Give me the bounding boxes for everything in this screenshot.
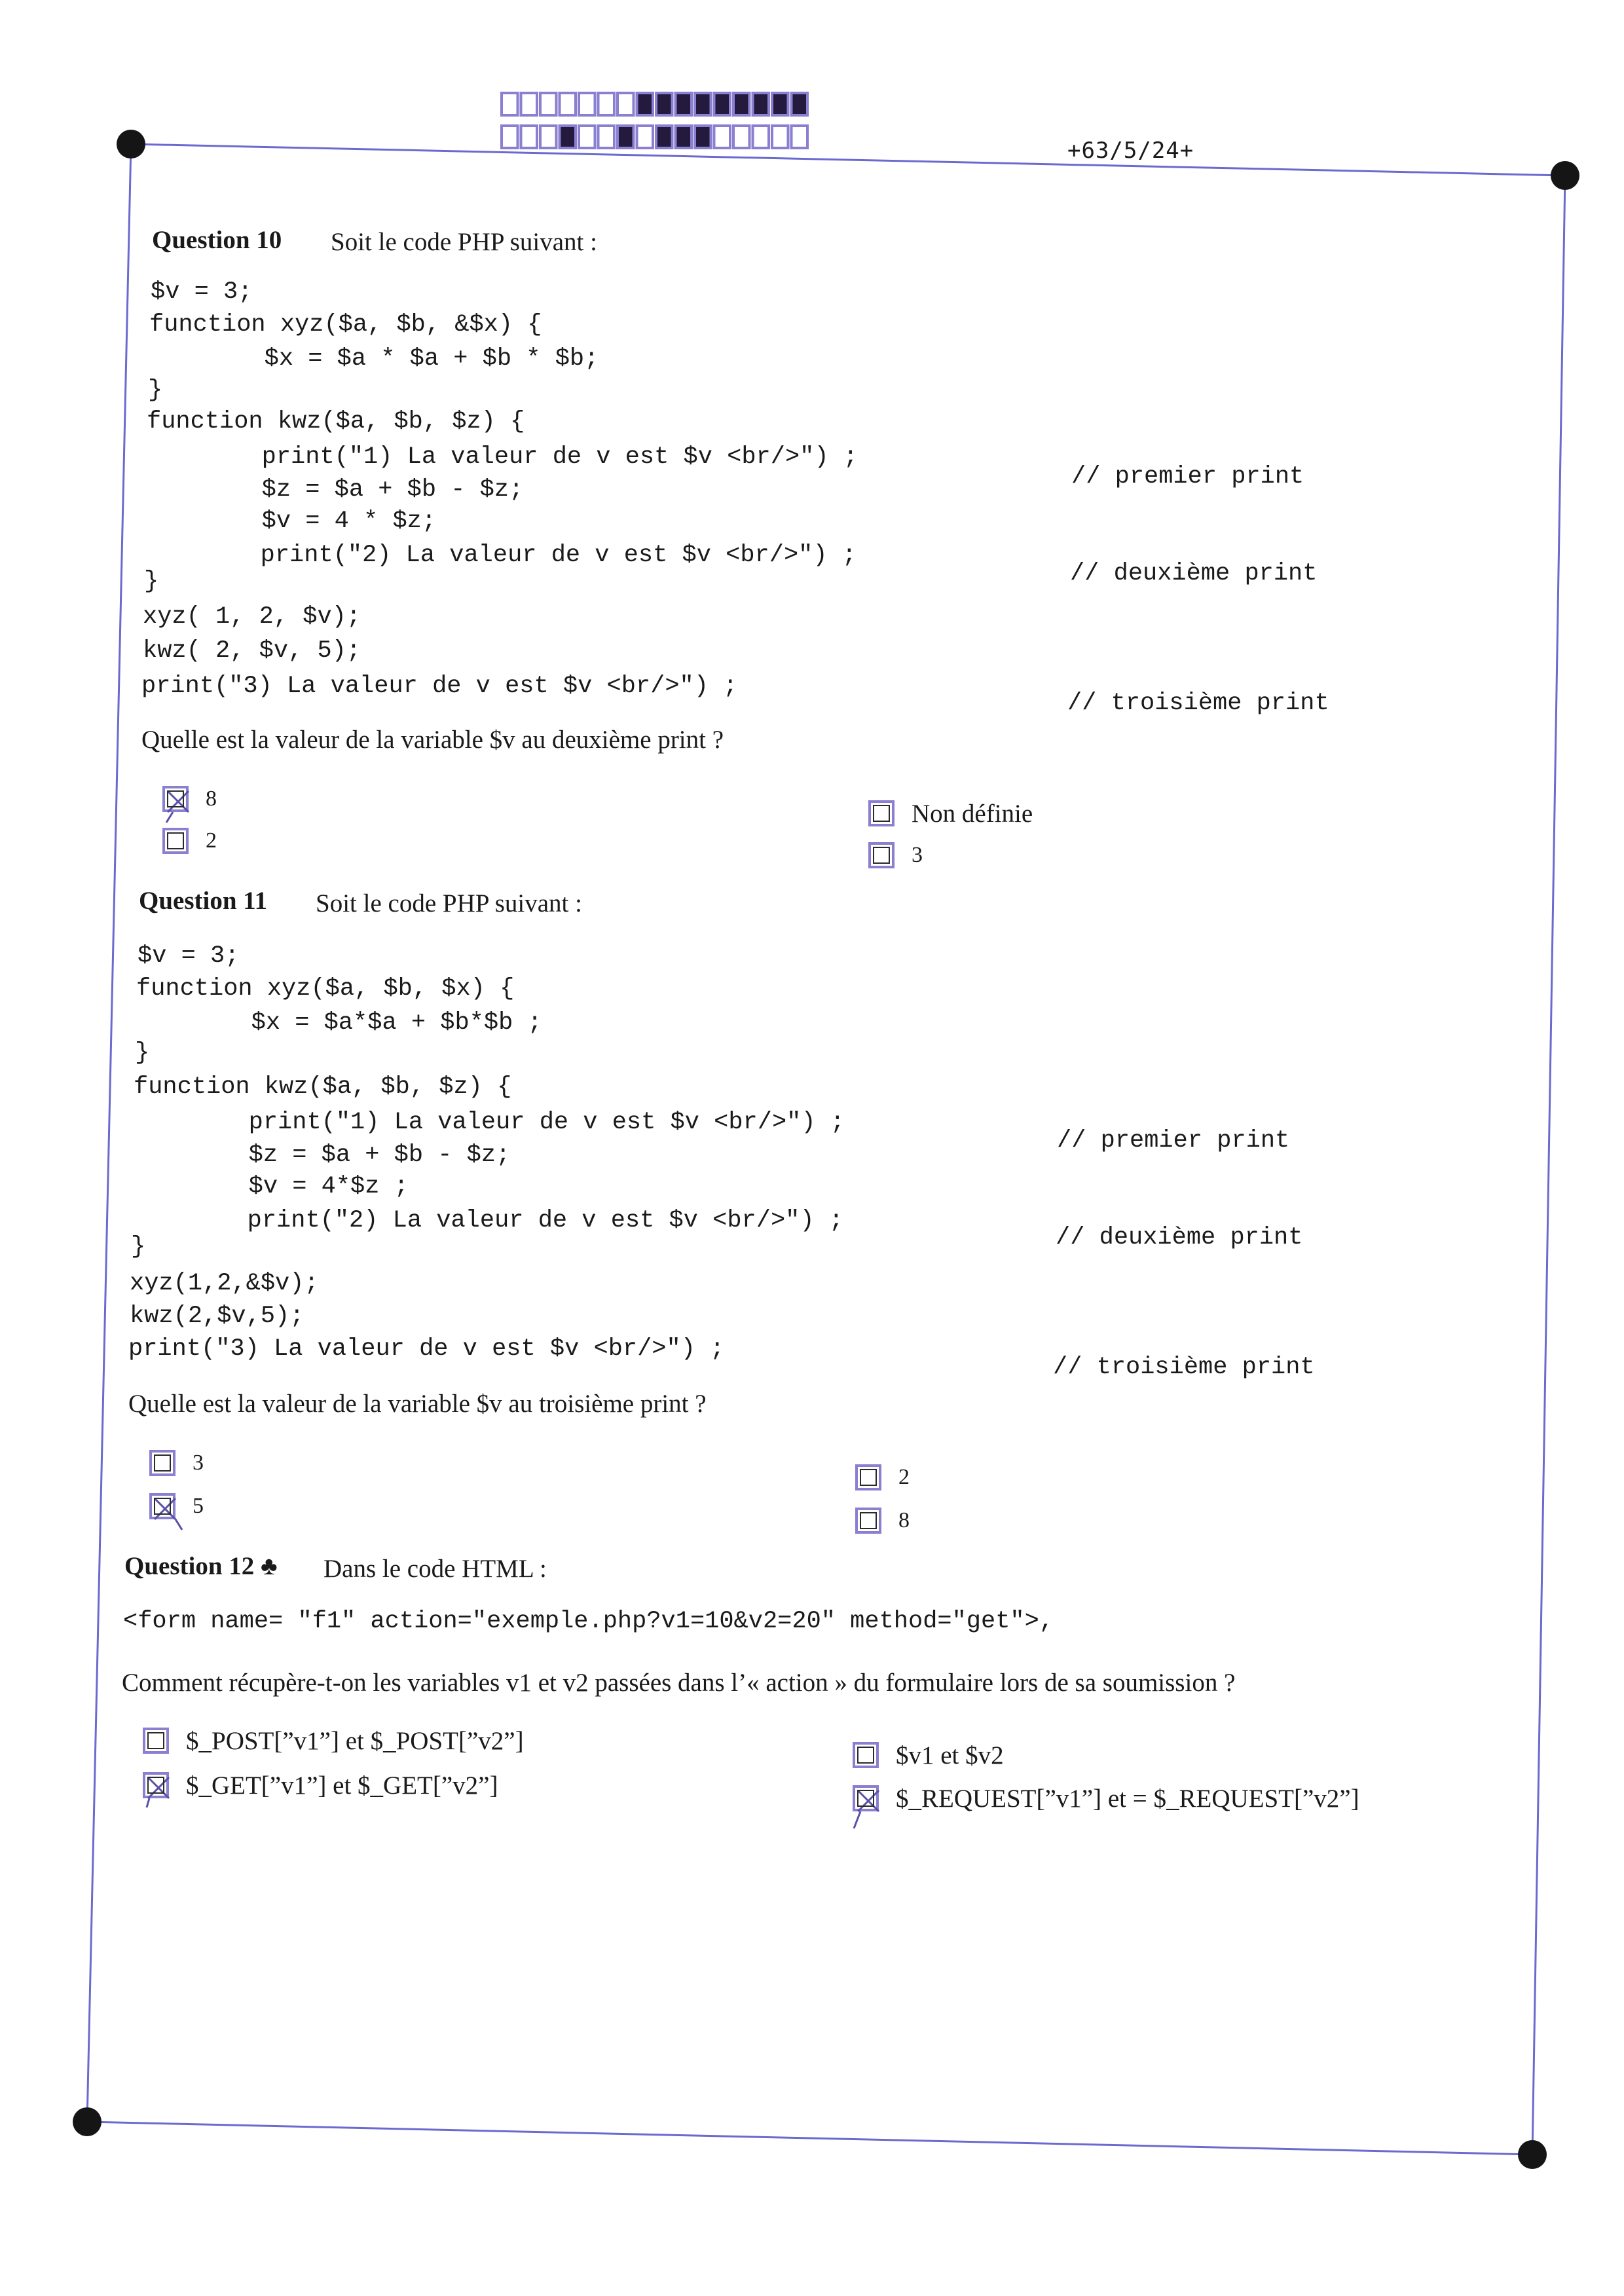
q12-code-line: <form name= "f1" action="exemple.php?v1=10&v2=20" method="get">, [123, 1608, 1054, 1635]
barcode-cell [540, 126, 557, 148]
checkbox[interactable] [855, 1508, 881, 1534]
barcode-cell [676, 126, 692, 148]
barcode-cell [695, 93, 711, 115]
q11-code-line: print("1) La valeur de v est $v <br/>") ; [132, 1109, 845, 1136]
barcode-cell [521, 93, 538, 115]
barcode-cell [772, 93, 788, 115]
q10-code-line: } [144, 568, 159, 595]
q12-option[interactable] [853, 1742, 1004, 1768]
q10-comment-second: // deuxième print [1070, 560, 1318, 587]
barcode-cell [618, 126, 634, 148]
option-label: 3 [912, 843, 923, 867]
cross-mark-icon [161, 785, 195, 825]
checkbox[interactable] [143, 1728, 169, 1754]
option-label: 8 [898, 1508, 910, 1532]
barcode-cell [656, 93, 673, 115]
q10-code-line: $v = 4 * $z; [145, 508, 437, 535]
q11-option[interactable] [149, 1493, 204, 1519]
q10-intro: Soit le code PHP suivant : [331, 228, 597, 256]
q10-code-line: print("1) La valeur de v est $v <br/>") ; [145, 443, 858, 471]
q11-option[interactable] [855, 1464, 910, 1491]
barcode-cell [792, 126, 808, 148]
corner-mark-top-left [117, 130, 145, 158]
q11-comment-second: // deuxième print [1056, 1224, 1303, 1251]
q10-code-line: xyz( 1, 2, $v); [143, 603, 361, 631]
option-label: 2 [206, 828, 217, 853]
barcode-cell [714, 126, 731, 148]
q10-code-line: } [148, 377, 163, 404]
barcode-cell [540, 93, 557, 115]
q11-code-line: } [131, 1233, 146, 1261]
q11-title: Question 11 [139, 887, 268, 915]
q11-code-line: function xyz($a, $b, $x) { [136, 975, 515, 1003]
q10-title: Question 10 [152, 226, 282, 254]
q10-prompt: Quelle est la valeur de la variable $v au deuxième print ? [141, 726, 724, 754]
q11-code-line: $z = $a + $b - $z; [132, 1141, 511, 1169]
q11-code-line: $v = 3; [138, 942, 240, 970]
barcode-cell [521, 126, 538, 148]
barcode-cell [502, 93, 518, 115]
barcode-cell [772, 126, 788, 148]
option-label: $_REQUEST[”v1”] et = $_REQUEST[”v2”] [896, 1784, 1359, 1813]
q10-code-line: function xyz($a, $b, &$x) { [149, 311, 542, 339]
checkbox[interactable] [162, 828, 189, 854]
q10-code-line: print("2) La valeur de v est $v <br/>") ; [144, 542, 857, 569]
barcode-cell [579, 126, 595, 148]
barcode-cell [560, 126, 576, 148]
q10-option[interactable] [868, 800, 1033, 826]
q11-option[interactable] [855, 1508, 910, 1534]
barcode-cell [792, 93, 808, 115]
checkbox-checked[interactable] [162, 786, 189, 812]
q10-code-line: print("3) La valeur de v est $v <br/>") ; [141, 673, 738, 700]
barcode-cell [618, 93, 634, 115]
barcode-cell [656, 126, 673, 148]
barcode-cell [599, 93, 615, 115]
barcode-cell [695, 126, 711, 148]
q11-code-line: $v = 4*$z ; [132, 1173, 409, 1200]
q11-code-line: kwz(2,$v,5); [130, 1303, 304, 1330]
option-label: 5 [193, 1494, 204, 1518]
barcode-cell [579, 93, 595, 115]
option-label: Non définie [912, 799, 1033, 828]
barcode-cell [733, 126, 750, 148]
barcode-cell [599, 126, 615, 148]
q10-code-line: $v = 3; [151, 278, 253, 306]
barcode-cell [676, 93, 692, 115]
q10-option[interactable] [162, 828, 217, 854]
checkbox[interactable] [855, 1464, 881, 1491]
barcode-cell [753, 93, 769, 115]
barcode-cell [733, 93, 750, 115]
q10-code-line: kwz( 2, $v, 5); [143, 637, 361, 665]
q12-option[interactable] [143, 1728, 524, 1754]
q10-code-line: $z = $a + $b - $z; [145, 476, 524, 504]
barcode-cell [637, 93, 654, 115]
q11-intro: Soit le code PHP suivant : [316, 889, 582, 917]
option-label: $_GET[”v1”] et $_GET[”v2”] [186, 1771, 498, 1800]
barcode-cell [502, 126, 518, 148]
q10-code-line: $x = $a * $a + $b * $b; [148, 345, 599, 373]
q11-prompt: Quelle est la valeur de la variable $v au troisième print ? [128, 1390, 707, 1418]
checkbox[interactable] [868, 842, 895, 868]
q11-code-line: print("2) La valeur de v est $v <br/>") ; [131, 1207, 843, 1234]
checkbox[interactable] [868, 800, 895, 826]
sheet-code: +63/5/24+ [1067, 138, 1194, 164]
corner-mark-bottom-right [1518, 2140, 1547, 2169]
checkbox[interactable] [149, 1450, 175, 1476]
barcode-cell [753, 126, 769, 148]
option-label: 8 [206, 787, 217, 811]
cross-mark-icon [148, 1492, 189, 1532]
q10-option[interactable] [868, 842, 923, 868]
checkbox[interactable] [853, 1742, 879, 1768]
checkbox-checked[interactable] [149, 1493, 175, 1519]
option-label: 3 [193, 1451, 204, 1475]
barcode-cell [560, 93, 576, 115]
q11-code-line: xyz(1,2,&$v); [130, 1270, 319, 1297]
q12-intro: Dans le code HTML : [323, 1555, 547, 1583]
q10-comment-third: // troisième print [1067, 690, 1329, 717]
q11-code-line: } [135, 1039, 150, 1067]
barcode-cell [714, 93, 731, 115]
q12-option[interactable] [853, 1785, 1359, 1811]
q11-option[interactable] [149, 1450, 204, 1476]
q11-code-line: $x = $a*$a + $b*$b ; [135, 1009, 542, 1037]
q12-option[interactable] [143, 1772, 498, 1798]
corner-mark-bottom-left [73, 2107, 101, 2136]
option-label: $v1 et $v2 [896, 1741, 1004, 1769]
q11-code-line: function kwz($a, $b, $z) { [134, 1073, 512, 1101]
q12-title: Question 12 ♣ [124, 1552, 278, 1580]
cross-mark-icon [851, 1784, 885, 1831]
q11-code-line: print("3) La valeur de v est $v <br/>") ; [128, 1335, 725, 1363]
q11-comment-first: // premier print [1057, 1127, 1290, 1155]
checkbox-checked[interactable] [853, 1785, 879, 1811]
q10-code-line: function kwz($a, $b, $z) { [147, 408, 525, 435]
option-label: $_POST[”v1”] et $_POST[”v2”] [186, 1726, 524, 1755]
corner-mark-top-right [1551, 161, 1579, 190]
q11-comment-third: // troisième print [1053, 1354, 1315, 1381]
checkbox-checked[interactable] [143, 1772, 169, 1798]
sheet-id-barcode [500, 90, 817, 158]
cross-mark-icon [141, 1771, 175, 1811]
option-label: 2 [898, 1465, 910, 1489]
barcode-cell [637, 126, 654, 148]
q10-option[interactable] [162, 786, 217, 812]
q12-prompt: Comment récupère-t-on les variables v1 et v2 passées dans l’« action » du formulaire lors de sa soumission ? [122, 1669, 1236, 1697]
q10-comment-first: // premier print [1071, 463, 1304, 491]
